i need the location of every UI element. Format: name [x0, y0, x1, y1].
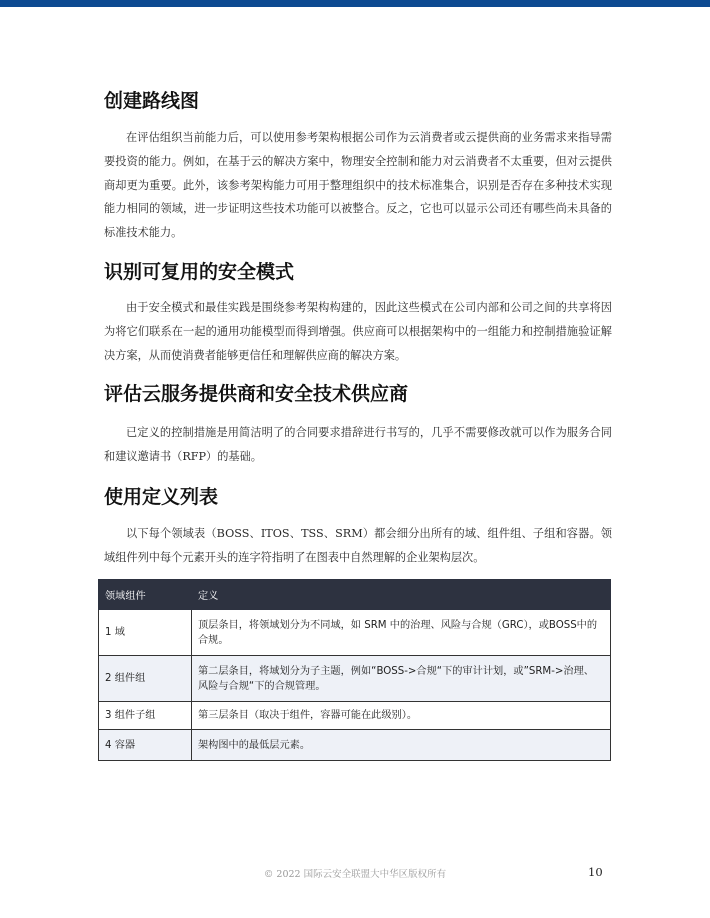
- table-header-row: [99, 580, 611, 610]
- table-row: [99, 656, 611, 702]
- heading-security-patterns: 识别可复用的安全模式: [104, 261, 295, 283]
- heading-definition-list: 使用定义列表: [104, 486, 219, 508]
- table-cell-definition: 第二层条目，将域划分为子主题，例如“BOSS->合规“下的审计计划，或”SRM->治理、风险与合规“下的合规管理。: [192, 656, 611, 702]
- table-row: [99, 702, 611, 730]
- table-cell-component: 2 组件组: [99, 656, 192, 702]
- header-domain-component: 领域组件: [99, 580, 192, 610]
- table-cell-definition: 架构图中的最低层元素。: [192, 730, 611, 761]
- table-cell-component: 3 组件子组: [99, 702, 192, 730]
- paragraph-definition-list: 以下每个领域表（BOSS、ITOS、TSS、SRM）都会细分出所有的域、组件组、子组和容器。领域组件列中每个元素开头的连字符指明了在图表中自然理解的企业架构层次。: [104, 527, 612, 564]
- table-cell-definition: 第三层条目（取决于组件，容器可能在此级别）。: [192, 702, 611, 730]
- paragraph-evaluate-providers: 已定义的控制措施是用简洁明了的合同要求措辞进行书写的，几乎不需要修改就可以作为服务合同和建议邀请书（RFP）的基础。: [104, 426, 612, 463]
- footer-copyright: © 2022 国际云安全联盟大中华区版权所有: [263, 869, 447, 880]
- table-row: [99, 610, 611, 656]
- table-row: [99, 730, 611, 761]
- page-number: 10: [588, 865, 603, 879]
- table-cell-component: 4 容器: [99, 730, 192, 761]
- paragraph-security-patterns: 由于安全模式和最佳实践是围绕参考架构构建的，因此这些模式在公司内部和公司之间的共享将因为将它们联系在一起的通用功能模型而得到增强。供应商可以根据架构中的一组能力和控制措施验证解决方案，从而使消费者能够更信任和理解供应商的解决方案。: [104, 301, 612, 362]
- definition-table: [98, 579, 611, 761]
- heading-roadmap: 创建路线图: [104, 90, 200, 112]
- top-accent-bar: [0, 0, 710, 7]
- header-definition: 定义: [192, 580, 611, 610]
- table-cell-definition: 顶层条目，将领域划分为不同域，如 SRM 中的治理、风险与合规（GRC），或BOSS中的合规。: [192, 610, 611, 656]
- paragraph-roadmap: 在评估组织当前能力后，可以使用参考架构根据公司作为云消费者或云提供商的业务需求来指导需要投资的能力。例如，在基于云的解决方案中，物理安全控制和能力对云消费者不太重要，但对云提供商却更为重要。此外，该参考架构能力可用于整理组织中的技术标准集合，识别是否存在多种技术实现能力相同的领域，进一步证明这些技术功能可以被整合。反之，它也可以显示公司还有哪些尚未具备的标准技术能力。: [104, 131, 612, 240]
- table-cell-component: 1 域: [99, 610, 192, 656]
- heading-evaluate-providers: 评估云服务提供商和安全技术供应商: [104, 383, 409, 405]
